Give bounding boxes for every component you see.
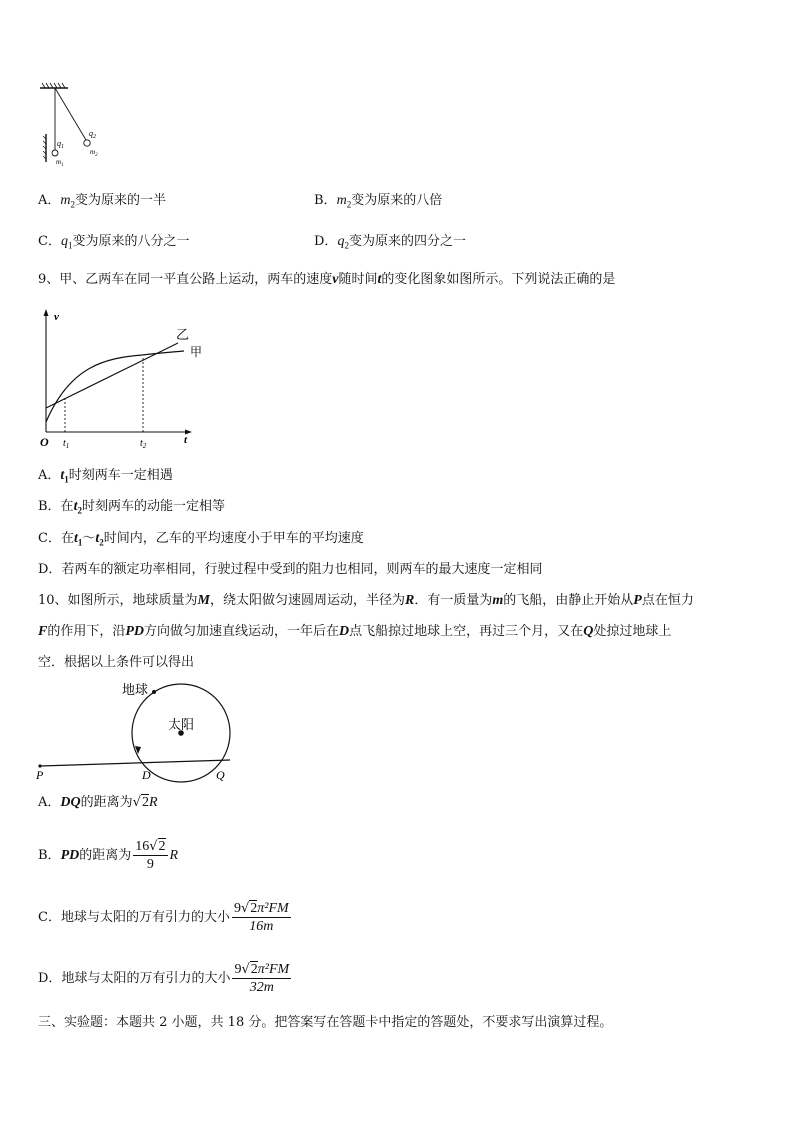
subscript: 1 <box>64 474 69 485</box>
q1-subscript: 1 <box>61 144 64 150</box>
option-label: B．在 <box>38 499 74 514</box>
stem-text: 点在恒力 <box>641 593 694 608</box>
m2-subscript: 2 <box>95 153 98 158</box>
var-t: t <box>60 468 65 483</box>
option-label: C． <box>38 234 61 249</box>
option-label: B． <box>314 193 337 208</box>
svg-text:q2 <box>89 129 96 140</box>
q8-option-c[interactable] <box>38 234 189 254</box>
option-text: 时间内，乙车的平均速度小于甲车的平均速度 <box>103 531 364 546</box>
orbit-figure <box>30 678 250 784</box>
stem-text: 方向做匀加速直线运动，一年后在 <box>144 624 340 639</box>
radicand: 2 <box>141 795 149 810</box>
option-text: 时刻两车的动能一定相等 <box>81 499 225 514</box>
subscript: 2 <box>99 537 104 548</box>
q9-option-a[interactable] <box>38 468 173 488</box>
curve-label-yi: 乙 <box>176 327 190 342</box>
q2-label: q <box>89 129 93 138</box>
stem-text: ，绕太阳做匀速圆周运动，半径为 <box>210 593 406 608</box>
var-D: D <box>339 624 350 639</box>
stem-text: 9、甲、乙两车在同一平直公路上运动，两车的速度 <box>38 272 333 287</box>
fraction <box>232 900 291 935</box>
var-m: m <box>336 193 347 208</box>
option-label: B． <box>38 847 61 863</box>
var-m: m <box>492 593 504 608</box>
q10-option-d[interactable] <box>38 961 293 996</box>
option-text: 变为原来的八倍 <box>351 193 443 208</box>
q10-option-a[interactable] <box>38 795 158 811</box>
tilde: ～ <box>82 531 96 546</box>
stem-text: 10、如图所示，地球质量为 <box>38 593 198 608</box>
option-text: 的距离为 <box>80 795 133 810</box>
stem-text: 点飞船掠过地球上空，再过三个月，又在 <box>349 624 584 639</box>
option-text: 时刻两车一定相遇 <box>68 468 173 483</box>
fraction <box>232 961 291 996</box>
subscript: 1 <box>67 240 73 251</box>
numerator-terms: π²FM <box>257 962 290 977</box>
q9-stem <box>38 272 615 288</box>
subscript: 2 <box>77 505 82 516</box>
option-label: A． <box>38 468 61 483</box>
option-label: D． <box>314 234 338 249</box>
m2-label: m <box>90 148 96 156</box>
q2-subscript: 2 <box>93 134 96 140</box>
subscript: 1 <box>77 537 83 548</box>
q10-stem-line-3 <box>38 655 194 671</box>
sqrt-icon: √ <box>149 839 158 854</box>
var-Q: Q <box>583 624 594 639</box>
option-label: A． <box>38 193 61 208</box>
t1-tick-label: t <box>63 438 66 449</box>
svg-text:t1 <box>63 438 69 450</box>
stem-text: ．有一质量为 <box>414 593 493 608</box>
origin-label: O <box>40 435 49 449</box>
earth-dot <box>152 690 156 694</box>
var-t: t <box>377 272 382 287</box>
t1-subscript: 1 <box>65 442 70 450</box>
q1-label: q <box>57 139 61 148</box>
var-t: t <box>73 499 78 514</box>
v-axis-label: v <box>54 311 59 323</box>
numerator-coefficient: 9 <box>234 962 242 977</box>
subscript: 2 <box>344 240 349 251</box>
option-label: D． <box>38 970 62 986</box>
var-M: M <box>197 593 210 608</box>
var-PD: PD <box>125 624 145 639</box>
option-label: C．在 <box>38 531 74 546</box>
option-text: 的距离为 <box>79 847 132 863</box>
sqrt-icon: √ <box>240 901 250 916</box>
t2-tick-label: t <box>140 438 143 449</box>
t2-subscript: 2 <box>142 442 147 450</box>
denominator: 32m <box>249 980 274 995</box>
var-R: R <box>405 593 415 608</box>
var-q: q <box>337 234 345 249</box>
q8-option-b[interactable] <box>314 193 442 213</box>
svg-text:m1 <box>56 158 64 168</box>
velocity-time-graph <box>30 306 210 450</box>
option-text: 地球与太阳的万有引力的大小 <box>61 970 231 986</box>
q8-option-a[interactable] <box>38 193 166 213</box>
q10-option-c[interactable] <box>38 900 293 935</box>
stem-text: 处掠过地球上 <box>593 624 672 639</box>
denominator: 16m <box>249 919 274 934</box>
curve-label-jia: 甲 <box>190 345 203 359</box>
sqrt-icon: √ <box>132 795 141 810</box>
subscript: 2 <box>346 199 352 210</box>
q9-option-d[interactable] <box>38 562 542 578</box>
q10-stem-line-1 <box>38 593 694 609</box>
numerator-coefficient: 9 <box>233 901 241 916</box>
numerator-coefficient: 16 <box>135 839 150 854</box>
numerator-terms: π²FM <box>257 901 289 916</box>
sqrt-icon: √ <box>241 962 250 977</box>
point-p-label: P <box>36 768 44 782</box>
option-label: C． <box>38 909 61 925</box>
radicand: 2 <box>158 839 166 854</box>
var-t1: t <box>73 531 78 546</box>
t-axis-label: t <box>184 434 188 446</box>
fraction <box>133 838 167 873</box>
option-label: A． <box>38 795 61 810</box>
stem-text: 的作用下，沿 <box>47 624 126 639</box>
stem-text: 的飞船，由静止开始从 <box>503 593 634 608</box>
option-text: 变为原来的八分之一 <box>72 234 190 249</box>
subscript: 2 <box>70 199 76 210</box>
option-text: 地球与太阳的万有引力的大小 <box>60 909 230 925</box>
stem-text: 空．根据以上条件可以得出 <box>38 655 195 670</box>
svg-text:q1 <box>57 139 64 150</box>
q10-option-b[interactable] <box>38 838 178 873</box>
stem-text: 的变化图象如图所示。下列说法正确的是 <box>381 272 616 287</box>
var-m: m <box>60 193 71 208</box>
stem-text: 随时间 <box>338 272 378 287</box>
point-q-label: Q <box>216 768 225 782</box>
option-text: 变为原来的四分之一 <box>348 234 466 249</box>
q9-option-c[interactable] <box>38 531 364 551</box>
earth-label: 地球 <box>122 682 149 697</box>
var-t2: t <box>95 531 100 546</box>
denominator: 9 <box>146 857 154 872</box>
option-text: 变为原来的一半 <box>75 193 167 208</box>
q10-stem-line-2 <box>38 624 671 640</box>
var-F: F <box>38 624 48 639</box>
option-label: D． <box>38 562 62 577</box>
m1-label: m <box>56 158 62 166</box>
q9-option-b[interactable] <box>38 499 225 519</box>
var-v: v <box>332 272 339 287</box>
sun-label: 太阳 <box>168 717 195 732</box>
segment-dq: DQ <box>60 795 81 810</box>
q8-option-d[interactable] <box>314 234 466 254</box>
var-q: q <box>60 234 68 249</box>
radicand: 2 <box>250 901 258 916</box>
radicand: 2 <box>250 962 258 977</box>
var-R: R <box>169 847 179 863</box>
svg-text:m2 <box>90 148 98 158</box>
option-text: 若两车的额定功率相同，行驶过程中受到的阻力也相同，则两车的最大速度一定相同 <box>61 562 543 577</box>
var-P: P <box>633 593 642 608</box>
pendulum-figure <box>36 82 126 168</box>
var-R: R <box>148 795 158 810</box>
segment-pd: PD <box>60 847 80 863</box>
svg-text:t2 <box>140 438 147 450</box>
section-3-heading: 三、实验题：本题共 2 小题，共 18 分。把答案写在答题卡中指定的答题处，不要求写出演算过程。 <box>38 1015 613 1030</box>
point-d-label: D <box>142 768 151 782</box>
m1-subscript: 1 <box>61 163 64 168</box>
